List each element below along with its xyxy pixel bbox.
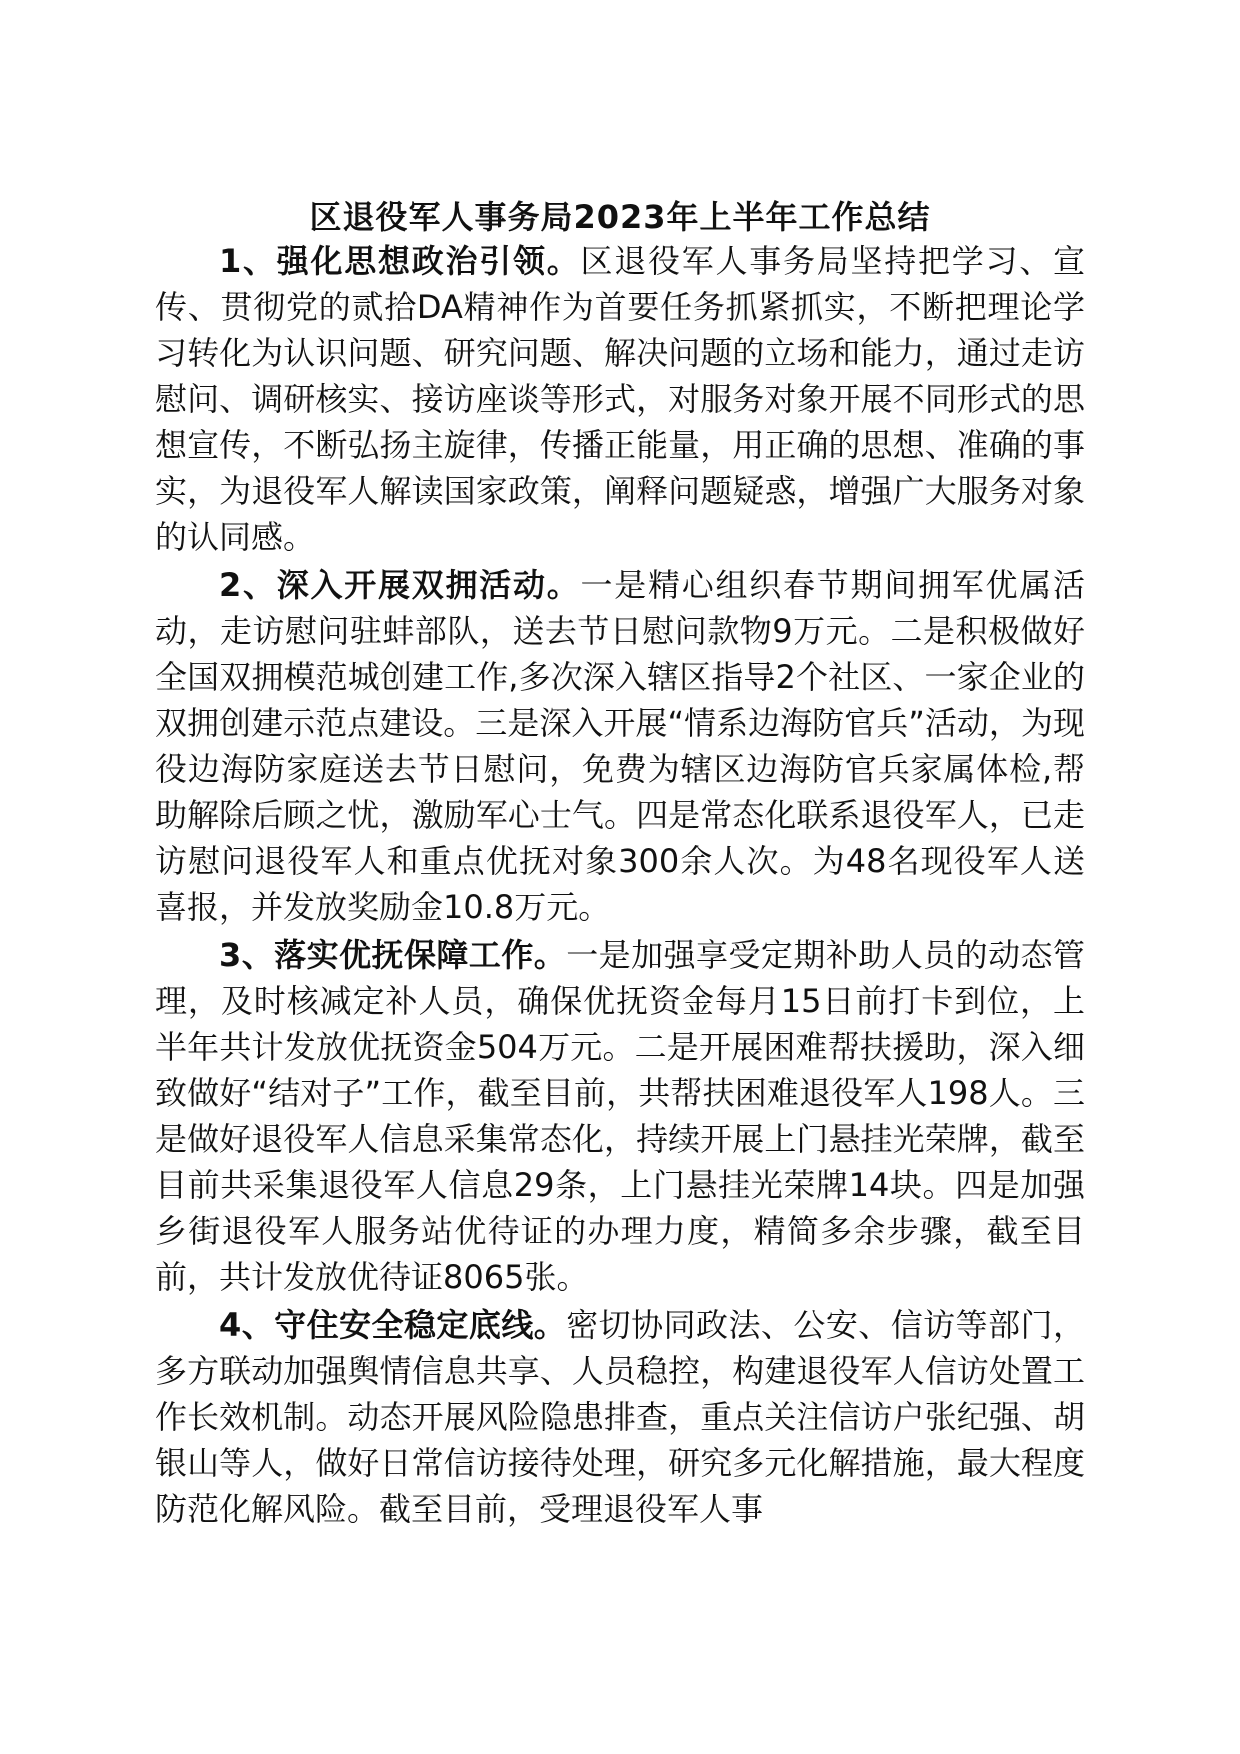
section-2-body: 一是精心组织春节期间拥军优属活动，走访慰问驻蚌部队，送去节日慰问款物9万元。二是积极做好全国双拥模范城创建工作,多次深入辖区指导2个社区、一家企业的双拥创建示范点建设。三是深入开展“情系边海防官兵”活动，为现役边海防家庭送去节日慰问，免费为辖区边海防官兵家属体检,帮助解除后顾之忧，激励军心士气。四是常态化联系退役军人，已走访慰问退役军人和重点优抚对象300余人次。为48名现役军人送喜报，并发放奖励金10.8万元。 [155, 566, 1085, 926]
document-page [155, 196, 1085, 1532]
section-1-heading: 1、强化思想政治引领。 [219, 242, 581, 280]
section-4-heading: 4、守住安全稳定底线。 [219, 1306, 567, 1344]
section-4-body: 密切协同政法、公安、信访等部门，多方联动加强舆情信息共享、人员稳控，构建退役军人信访处置工作长效机制。动态开展风险隐患排查，重点关注信访户张纪强、胡银山等人，做好日常信访接待处理，研究多元化解措施，最大程度防范化解风险。截至目前，受理退役军人事 [155, 1306, 1085, 1528]
section-3-body: 一是加强享受定期补助人员的动态管理，及时核减定补人员，确保优抚资金每月15日前打卡到位，上半年共计发放优抚资金504万元。二是开展困难帮扶援助，深入细致做好“结对子”工作，截至目前，共帮扶困难退役军人198人。三是做好退役军人信息采集常态化，持续开展上门悬挂光荣牌，截至目前共采集退役军人信息29条，上门悬挂光荣牌14块。四是加强乡街退役军人服务站优待证的办理力度，精简多余步骤，截至目前，共计发放优待证8065张。 [155, 936, 1085, 1296]
section-3-heading: 3、落实优抚保障工作。 [219, 936, 567, 974]
section-4 [155, 1302, 1085, 1532]
section-3 [155, 932, 1085, 1300]
section-2-heading: 2、深入开展双拥活动。 [219, 566, 581, 604]
section-1 [155, 238, 1085, 560]
section-1-body: 区退役军人事务局坚持把学习、宣传、贯彻党的贰拾DA精神作为首要任务抓紧抓实，不断把理论学习转化为认识问题、研究问题、解决问题的立场和能力，通过走访慰问、调研核实、接访座谈等形式，对服务对象开展不同形式的思想宣传，不断弘扬主旋律，传播正能量，用正确的思想、准确的事实，为退役军人解读国家政策，阐释问题疑惑，增强广大服务对象的认同感。 [155, 242, 1085, 556]
document-title: 区退役军人事务局2023年上半年工作总结 [309, 198, 931, 236]
section-2 [155, 562, 1085, 930]
